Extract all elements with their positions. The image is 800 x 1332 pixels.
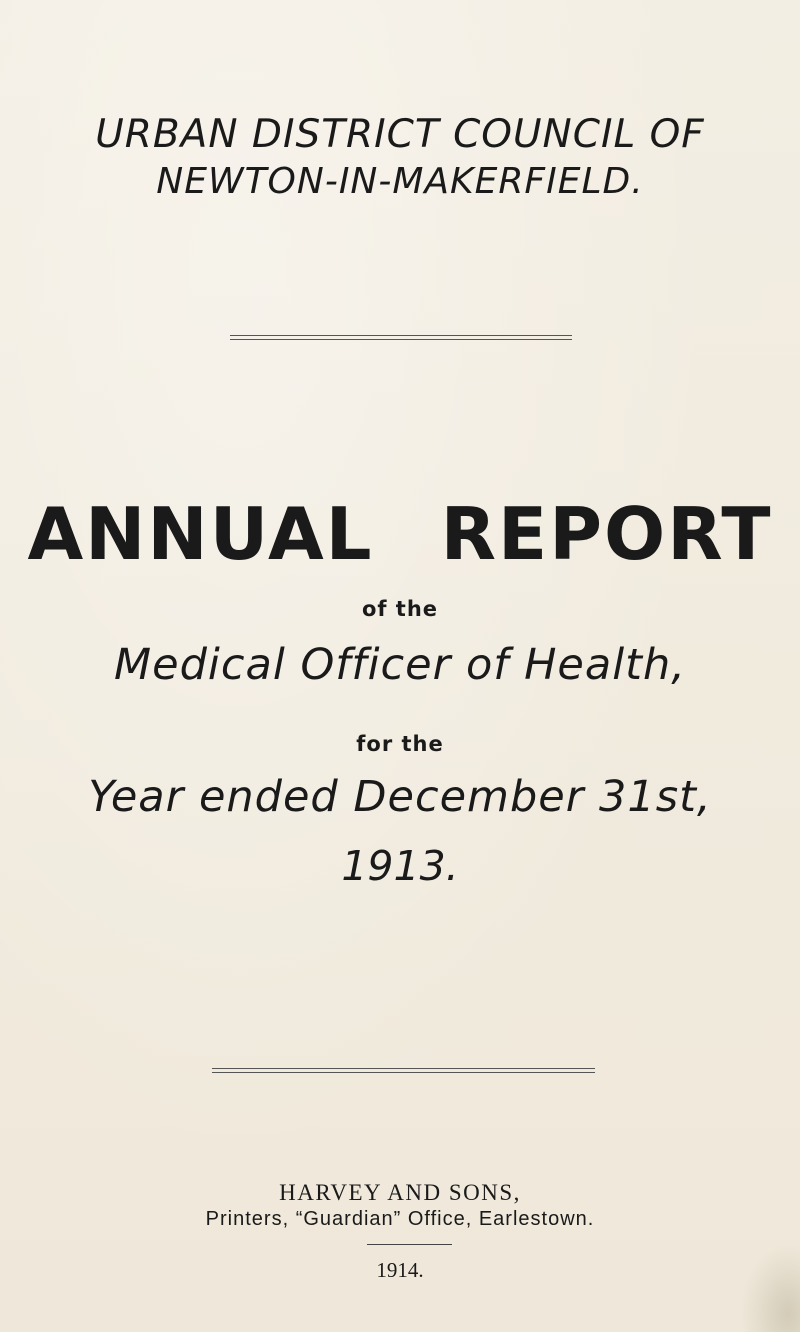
page-stain bbox=[740, 1242, 800, 1332]
printer-name: HARVEY AND SONS, bbox=[279, 1180, 521, 1205]
print-year: 1914. bbox=[376, 1258, 424, 1282]
bottom-divider bbox=[212, 1068, 595, 1073]
printer-address: Printers, “Guardian” Office, Earlestown. bbox=[205, 1208, 595, 1230]
report-subject: Medical Officer of Health, bbox=[114, 640, 686, 690]
council-name-line-2: NEWTON-IN-MAKERFIELD. bbox=[156, 161, 644, 202]
top-divider bbox=[230, 335, 572, 340]
council-name-line-1: URBAN DISTRICT COUNCIL OF bbox=[95, 112, 705, 157]
imprint-divider bbox=[367, 1244, 452, 1245]
report-title: ANNUAL REPORT bbox=[27, 492, 773, 576]
for-the-label: for the bbox=[356, 732, 444, 756]
of-the-label: of the bbox=[361, 597, 439, 621]
report-year: 1913. bbox=[341, 842, 459, 890]
report-period: Year ended December 31st, bbox=[88, 772, 712, 822]
